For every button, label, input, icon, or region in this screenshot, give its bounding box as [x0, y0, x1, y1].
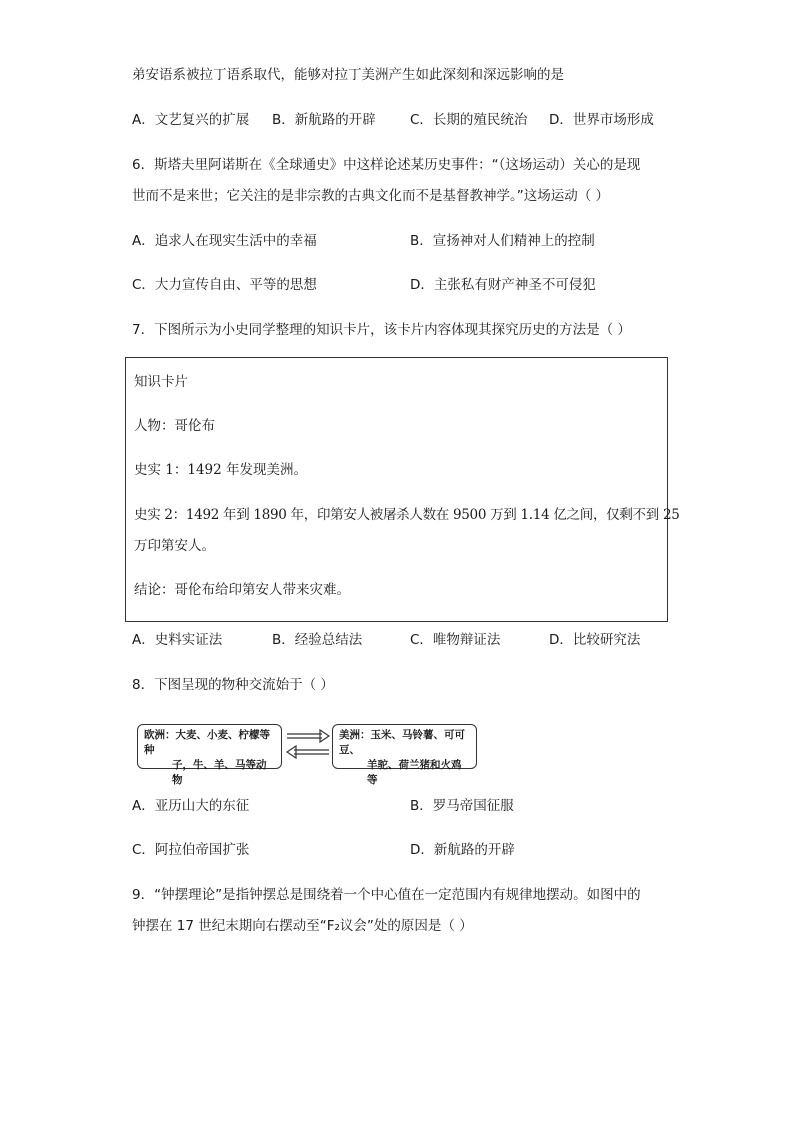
q8-option-b[interactable]: B．罗马帝国征服 — [410, 798, 514, 814]
exchange-arrows-icon — [286, 726, 330, 762]
q7-option-b[interactable]: B．经验总结法 — [272, 632, 363, 648]
q8-option-a[interactable]: A．亚历山大的东征 — [132, 798, 250, 814]
card-fact2-line1: 史实 2：1492 年到 1890 年，印第安人被屠杀人数在 9500 万到 1.14 亿之间，仅剩不到 25 — [134, 507, 680, 523]
q5-option-c[interactable]: C．长期的殖民统治 — [410, 112, 528, 128]
q6-stem-line2: 世而不是来世；它关注的是非宗教的古典文化而不是基督教神学。”这场运动（ ） — [132, 188, 610, 204]
card-fact1: 史实 1：1492 年发现美洲。 — [134, 462, 308, 478]
q9-stem-line2: 钟摆在 17 世纪末期向右摆动至“F₂议会”处的原因是（ ） — [132, 918, 473, 934]
q8-stem: 8．下图呈现的物种交流始于（ ） — [132, 677, 334, 693]
q5-option-d[interactable]: D．世界市场形成 — [549, 112, 654, 128]
card-conclusion: 结论：哥伦布给印第安人带来灾难。 — [134, 582, 350, 598]
europe-species-line2: 子，牛、羊、马等动物 — [172, 759, 267, 786]
q7-stem: 7．下图所示为小史同学整理的知识卡片，该卡片内容体现其探究历史的方法是（ ） — [132, 322, 631, 338]
intro-line: 弟安语系被拉丁语系取代，能够对拉丁美洲产生如此深刻和深远影响的是 — [132, 67, 564, 83]
card-person: 人物：哥伦布 — [134, 418, 215, 434]
america-species-line2: 羊驼、荷兰猪和火鸡等 — [367, 759, 462, 786]
q6-stem-line1: 6．斯塔夫里阿诺斯在《全球通史》中这样论述某历史事件：“（这场运动）关心的是现 — [132, 157, 641, 173]
america-species-line1: 美洲：玉米、马铃薯、可可豆、 — [339, 729, 465, 756]
q7-option-a[interactable]: A．史料实证法 — [132, 632, 223, 648]
q6-option-d[interactable]: D．主张私有财产神圣不可侵犯 — [410, 277, 596, 293]
card-title: 知识卡片 — [134, 374, 188, 390]
card-fact2-line2: 万印第安人。 — [134, 538, 215, 554]
q6-option-c[interactable]: C．大力宣传自由、平等的思想 — [132, 277, 317, 293]
knowledge-card — [125, 357, 680, 622]
europe-species-box — [137, 724, 282, 786]
america-species-box — [332, 724, 477, 786]
q7-option-d[interactable]: D．比较研究法 — [549, 632, 641, 648]
q9-stem-line1: 9．“钟摆理论”是指钟摆总是围绕着一个中心值在一定范围内有规律地摆动。如图中的 — [132, 887, 641, 903]
q5-option-b[interactable]: B．新航路的开辟 — [272, 112, 376, 128]
q7-option-c[interactable]: C．唯物辩证法 — [410, 632, 501, 648]
q8-option-c[interactable]: C．阿拉伯帝国扩张 — [132, 842, 250, 858]
q6-option-a[interactable]: A．追求人在现实生活中的幸福 — [132, 233, 317, 249]
q6-option-b[interactable]: B．宣扬神对人们精神上的控制 — [410, 233, 595, 249]
q8-option-d[interactable]: D．新航路的开辟 — [410, 842, 515, 858]
q5-option-a[interactable]: A．文艺复兴的扩展 — [132, 112, 250, 128]
europe-species-line1: 欧洲：大麦、小麦、柠檬等种 — [144, 729, 270, 756]
